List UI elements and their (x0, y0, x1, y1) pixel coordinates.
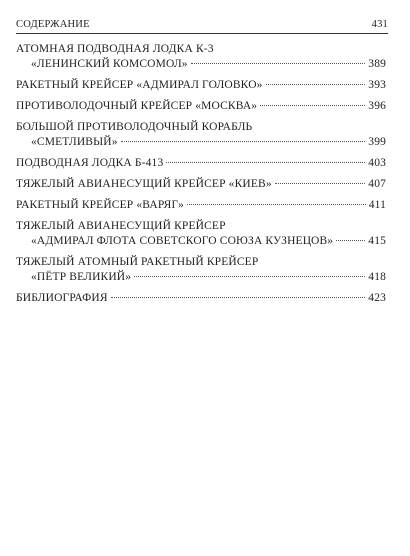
header-rule (16, 33, 388, 34)
running-header (16, 12, 388, 30)
toc-line (16, 135, 386, 150)
toc-page-number: 399 (368, 136, 386, 148)
section-title: СОДЕРЖАНИЕ (16, 19, 90, 30)
dot-leader (121, 141, 366, 142)
toc-entry (16, 291, 386, 306)
toc-entry-title: ПОДВОДНАЯ ЛОДКА Б-413 (16, 157, 164, 169)
toc-entry-title: ПРОТИВОЛОДОЧНЫЙ КРЕЙСЕР «МОСКВА» (16, 100, 258, 112)
toc-line (16, 120, 386, 135)
toc-page-number: 396 (368, 100, 386, 112)
toc-line (16, 234, 386, 249)
toc-entry-title: «ЛЕНИНСКИЙ КОМСОМОЛ» (31, 58, 188, 70)
toc-line (16, 78, 386, 93)
toc-line (16, 291, 386, 306)
toc-entry-title: АТОМНАЯ ПОДВОДНАЯ ЛОДКА К-3 (16, 43, 214, 55)
toc-line (16, 99, 386, 114)
toc-entry-title: «АДМИРАЛ ФЛОТА СОВЕТСКОГО СОЮЗА КУЗНЕЦОВ» (31, 235, 334, 247)
toc-entry (16, 198, 386, 213)
toc-line (16, 57, 386, 72)
toc-entry-title: «СМЕТЛИВЫЙ» (31, 136, 118, 148)
toc-entry-title: БОЛЬШОЙ ПРОТИВОЛОДОЧНЫЙ КОРАБЛЬ (16, 121, 253, 133)
toc-entry (16, 156, 386, 171)
toc-entry (16, 219, 386, 249)
toc-page-number: 403 (368, 157, 386, 169)
toc-page-number: 423 (368, 292, 386, 304)
dot-leader (191, 63, 366, 64)
table-of-contents (16, 42, 386, 312)
dot-leader (275, 183, 366, 184)
dot-leader (336, 240, 365, 241)
toc-line (16, 156, 386, 171)
toc-page-number: 393 (368, 79, 386, 91)
toc-page-number: 411 (368, 199, 386, 211)
toc-entry-title: ТЯЖЕЛЫЙ АВИАНЕСУЩИЙ КРЕЙСЕР (16, 220, 226, 232)
toc-entry (16, 42, 386, 72)
toc-entry-title: «ПЁТР ВЕЛИКИЙ» (31, 271, 132, 283)
toc-entry-title: РАКЕТНЫЙ КРЕЙСЕР «АДМИРАЛ ГОЛОВКО» (16, 79, 263, 91)
toc-page-number: 407 (368, 178, 386, 190)
toc-entry (16, 120, 386, 150)
dot-leader (260, 105, 365, 106)
toc-entry-title: ТЯЖЕЛЫЙ АТОМНЫЙ РАКЕТНЫЙ КРЕЙСЕР (16, 256, 259, 268)
toc-entry-title: БИБЛИОГРАФИЯ (16, 292, 108, 304)
toc-entry (16, 177, 386, 192)
page-number: 431 (371, 19, 388, 30)
toc-line (16, 198, 386, 213)
toc-line (16, 42, 386, 57)
toc-line (16, 270, 386, 285)
toc-entry-title: РАКЕТНЫЙ КРЕЙСЕР «ВАРЯГ» (16, 199, 184, 211)
toc-entry (16, 78, 386, 93)
toc-line (16, 255, 386, 270)
toc-entry (16, 255, 386, 285)
dot-leader (134, 276, 365, 277)
toc-line (16, 177, 386, 192)
toc-entry (16, 99, 386, 114)
dot-leader (266, 84, 366, 85)
dot-leader (111, 297, 366, 298)
toc-page-number: 418 (368, 271, 386, 283)
toc-entry-title: ТЯЖЕЛЫЙ АВИАНЕСУЩИЙ КРЕЙСЕР «КИЕВ» (16, 178, 272, 190)
dot-leader (187, 204, 366, 205)
toc-page-number: 389 (368, 58, 386, 70)
toc-line (16, 219, 386, 234)
toc-page-number: 415 (368, 235, 386, 247)
dot-leader (166, 162, 365, 163)
